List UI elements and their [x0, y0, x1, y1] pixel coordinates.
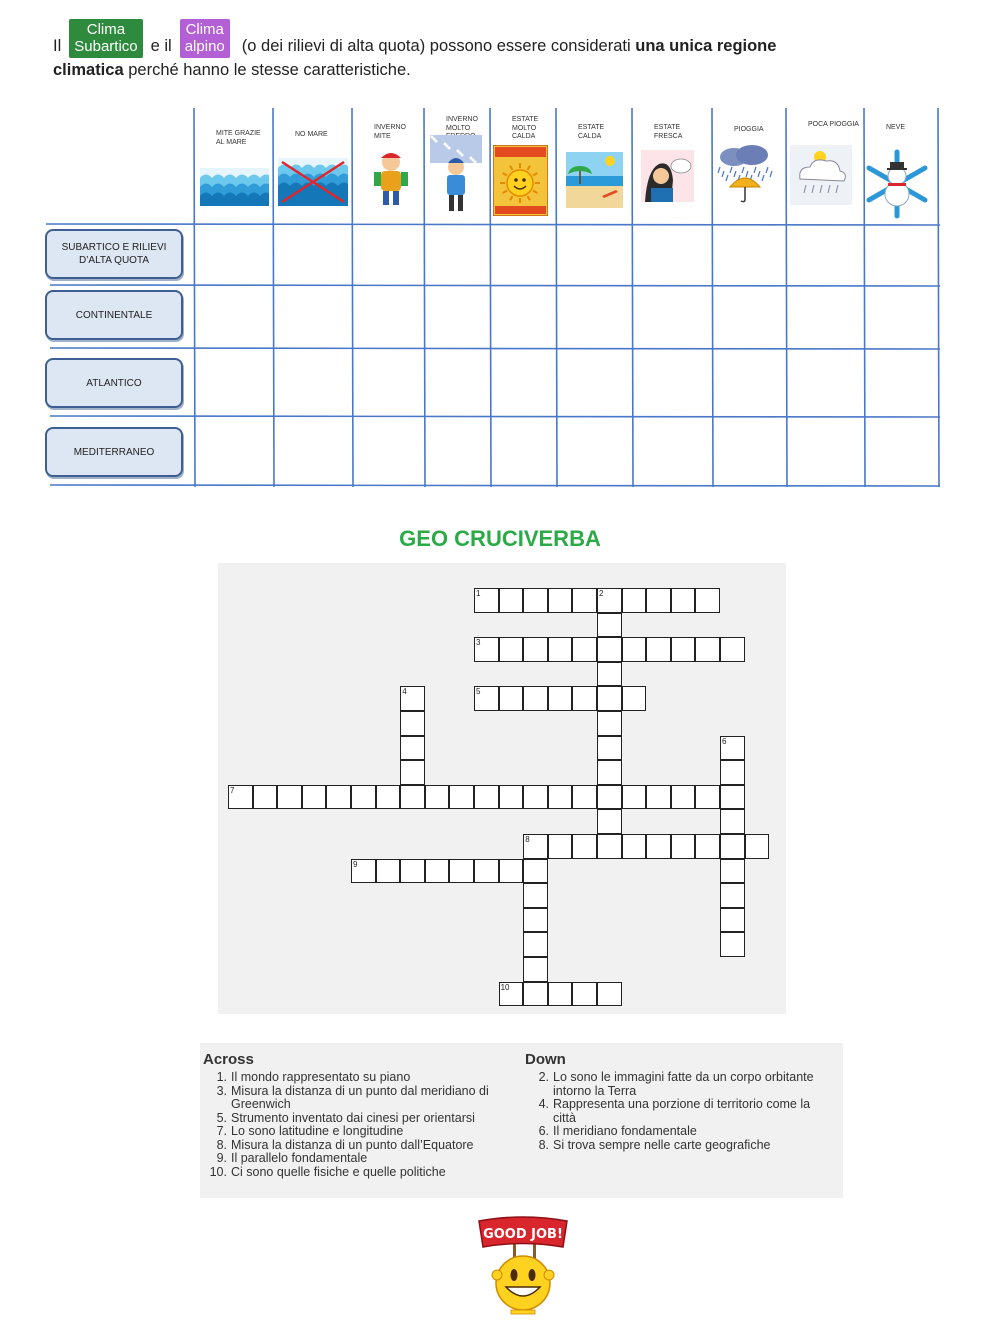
- column-header-label: NEVE: [886, 124, 906, 131]
- crossword-cell-number: 8: [525, 835, 530, 844]
- crossword-cell[interactable]: [720, 932, 745, 957]
- clue-number: 8.: [538, 1137, 549, 1152]
- crossword-cell[interactable]: [523, 785, 548, 810]
- crossword-cell[interactable]: [523, 932, 548, 957]
- crossword-cell[interactable]: [499, 637, 524, 662]
- badge-clima-alpino: Clima alpino: [180, 19, 230, 58]
- crossword-cell[interactable]: [400, 760, 425, 785]
- crossword-cell-number: 6: [722, 736, 727, 746]
- crossword-cell-number: 7: [230, 785, 235, 795]
- crossword-cell[interactable]: [499, 588, 524, 613]
- clue-text: Il parallelo fondamentale: [231, 1151, 368, 1165]
- grid-hline: [50, 416, 940, 417]
- crossword-cell[interactable]: [499, 686, 524, 711]
- crossword-cell[interactable]: [474, 859, 499, 884]
- column-header-label: ESTATE MOLTO CALDA: [512, 116, 539, 140]
- grid-hline: [50, 485, 940, 486]
- crossword-cell[interactable]: [622, 588, 647, 613]
- crossword-cell[interactable]: [548, 686, 573, 711]
- down-title: Down: [525, 1051, 566, 1068]
- light-rain-cloud-icon: [790, 145, 852, 205]
- clue-number: 8.: [216, 1137, 227, 1152]
- crossword-cell[interactable]: [572, 982, 597, 1007]
- crossword-cell[interactable]: [499, 785, 524, 810]
- crossword-cell[interactable]: [499, 859, 524, 884]
- crossword-cell[interactable]: [695, 637, 720, 662]
- column-header-label: PIOGGIA: [734, 126, 764, 133]
- clue-text: Lo sono le immagini fatte da un corpo orbitante intorno la Terra: [553, 1070, 814, 1098]
- crossword-cell[interactable]: [326, 785, 351, 810]
- sea-waves-icon: [200, 168, 269, 206]
- crossword-cell[interactable]: [400, 711, 425, 736]
- crossword-cell[interactable]: [548, 785, 573, 810]
- clue-item: [203, 1166, 518, 1180]
- crossword-cell[interactable]: [622, 785, 647, 810]
- crossword-cell[interactable]: [523, 686, 548, 711]
- crossword-cell[interactable]: [449, 785, 474, 810]
- grid-vline: [786, 108, 787, 487]
- crossword-cell[interactable]: [523, 588, 548, 613]
- crossword-cell[interactable]: [646, 834, 671, 859]
- crossword-cell[interactable]: [622, 686, 647, 711]
- column-header-label: INVERNO MITE: [374, 124, 406, 140]
- grid-vline: [273, 108, 274, 487]
- crossword-cell[interactable]: [572, 785, 597, 810]
- crossword-cell[interactable]: [253, 785, 278, 810]
- crossword-cell[interactable]: [720, 637, 745, 662]
- crossword-cell[interactable]: [523, 637, 548, 662]
- grid-hline: [46, 224, 940, 225]
- clue-text: Il mondo rappresentato su piano: [231, 1070, 411, 1084]
- crossword-cell[interactable]: [376, 859, 401, 884]
- row-label: CONTINENTALE: [45, 290, 183, 340]
- crossword-cell[interactable]: [400, 785, 425, 810]
- child-winter-clothes-icon: [370, 148, 412, 208]
- crossword-cell[interactable]: [474, 588, 499, 613]
- crossword-cell[interactable]: [548, 982, 573, 1007]
- crossword-cell[interactable]: [548, 834, 573, 859]
- crossword-cell[interactable]: [400, 736, 425, 761]
- crossword-cell[interactable]: [572, 834, 597, 859]
- snowman-icon: [864, 148, 930, 220]
- hot-sun-icon: [493, 145, 548, 216]
- grid-vline: [556, 108, 557, 487]
- crossword-cell-number: 9: [353, 859, 358, 869]
- clue-text: Rappresenta una porzione di territorio come la città: [553, 1097, 811, 1125]
- crossword-cell[interactable]: [302, 785, 327, 810]
- crossword-cell[interactable]: [597, 613, 622, 638]
- crossword-cell[interactable]: [671, 785, 696, 810]
- crossword-cell-number: 1: [476, 589, 481, 598]
- clue-item: [203, 1152, 518, 1166]
- crossword-cell[interactable]: [646, 588, 671, 613]
- crossword-cell[interactable]: [523, 834, 548, 859]
- girl-fresh-summer-icon: [641, 150, 694, 202]
- grid-vline: [424, 108, 425, 487]
- good-job-smiley-icon: [475, 1213, 570, 1323]
- crossword-cell[interactable]: [646, 637, 671, 662]
- rain-umbrella-icon: [716, 145, 774, 205]
- crossword-cell[interactable]: [671, 834, 696, 859]
- crossword-cell[interactable]: [597, 637, 622, 662]
- grid-vline: [352, 108, 353, 487]
- clue-number: 9.: [216, 1151, 227, 1165]
- clue-number: 6.: [538, 1124, 549, 1138]
- man-in-snow-icon: [430, 135, 482, 215]
- clue-item: [203, 1085, 518, 1112]
- column-header-label: ESTATE FRESCA: [654, 124, 683, 140]
- crossword-cell[interactable]: [523, 982, 548, 1007]
- across-clues: [203, 1051, 518, 1179]
- crossword-title: GEO CRUCIVERBA: [399, 526, 601, 551]
- crossword-cell-number: 10: [500, 982, 510, 992]
- crossword-cell[interactable]: [720, 760, 745, 785]
- clue-number: 2.: [538, 1070, 549, 1084]
- crossword-cell[interactable]: [523, 883, 548, 908]
- crossword-cell-number: 5: [476, 687, 481, 697]
- crossword-cell[interactable]: [597, 982, 622, 1007]
- grid-vline: [938, 108, 939, 487]
- crossword-cell[interactable]: [376, 785, 401, 810]
- grid-vline: [712, 108, 713, 487]
- crossword-cell[interactable]: [572, 686, 597, 711]
- clue-text: Lo sono latitudine e longitudine: [231, 1124, 404, 1138]
- crossword-cell[interactable]: [720, 883, 745, 908]
- crossword-cell[interactable]: [425, 859, 450, 884]
- crossword-cell[interactable]: [671, 637, 696, 662]
- crossword-cell[interactable]: [695, 834, 720, 859]
- crossword-cell[interactable]: [474, 785, 499, 810]
- crossword-cell[interactable]: [745, 834, 770, 859]
- intro-middle: e il: [150, 37, 172, 55]
- crossword-cell[interactable]: [720, 834, 745, 859]
- intro-bold-2: climatica: [53, 61, 124, 79]
- clue-text: Strumento inventato dai cinesi per orientarsi: [231, 1110, 475, 1125]
- grid-hline: [50, 348, 940, 349]
- crossword-cell[interactable]: [720, 736, 745, 761]
- crossword-cell[interactable]: [400, 686, 425, 711]
- column-header-label: MITE GRAZIE AL MARE: [216, 130, 261, 146]
- clue-number: 4.: [538, 1097, 549, 1111]
- column-header-label: POCA PIOGGIA: [808, 121, 859, 128]
- crossword-cell[interactable]: [572, 637, 597, 662]
- clue-text: Misura la distanza di un punto dal meridiano di Greenwich: [231, 1083, 489, 1111]
- crossword-cell[interactable]: [597, 588, 622, 613]
- crossword-cell[interactable]: [695, 785, 720, 810]
- column-header-label: INVERNO MOLTO: [446, 116, 478, 132]
- clue-item: [203, 1139, 518, 1153]
- clue-item: [525, 1071, 835, 1098]
- row-label: MEDITERRANEO: [45, 427, 183, 477]
- clue-number: 7.: [216, 1124, 227, 1138]
- grid-vline: [194, 108, 195, 487]
- intro-bold-1: una unica regione: [635, 37, 777, 55]
- crossword-cell-number: 2: [599, 589, 604, 598]
- down-clues: [525, 1051, 835, 1152]
- clue-text: Ci sono quelle fisiche e quelle politiche: [231, 1164, 446, 1179]
- intro-after-badges: (o dei rilievi di alta quota) possono essere considerati: [241, 37, 631, 55]
- clue-item: [525, 1098, 835, 1125]
- clue-text: Si trova sempre nelle carte geografiche: [553, 1137, 771, 1152]
- crossword-cell[interactable]: [597, 736, 622, 761]
- clue-item: [203, 1125, 518, 1139]
- crossword-cell[interactable]: [449, 859, 474, 884]
- column-header-label: ESTATE CALDA: [578, 124, 605, 140]
- crossword-cell[interactable]: [622, 637, 647, 662]
- crossword-cell[interactable]: [400, 859, 425, 884]
- crossword-cell[interactable]: [474, 686, 499, 711]
- crossword-cell[interactable]: [720, 785, 745, 810]
- crossword-cell[interactable]: [646, 785, 671, 810]
- crossword-cell[interactable]: [351, 785, 376, 810]
- crossword-cell[interactable]: [720, 809, 745, 834]
- crossword-cell[interactable]: [597, 760, 622, 785]
- crossword-cell[interactable]: [597, 834, 622, 859]
- crossword-cell[interactable]: [548, 588, 573, 613]
- crossword-cell[interactable]: [720, 908, 745, 933]
- crossword-cell[interactable]: [425, 785, 450, 810]
- crossword-cell[interactable]: [474, 637, 499, 662]
- crossword-cell[interactable]: [523, 957, 548, 982]
- crossword-cell[interactable]: [720, 859, 745, 884]
- clues-panel: [200, 1043, 843, 1198]
- clue-text: Misura la distanza di un punto dall’Equatore: [231, 1137, 474, 1152]
- crossed-sea-icon: [278, 158, 348, 206]
- grid-vline: [490, 108, 491, 487]
- crossword-cell[interactable]: [548, 637, 573, 662]
- crossword-cell[interactable]: [597, 809, 622, 834]
- grid-hline: [50, 285, 940, 286]
- crossword-cell[interactable]: [597, 785, 622, 810]
- row-label: ATLANTICO: [45, 358, 183, 408]
- intro-rest: perché hanno le stesse caratteristiche.: [128, 61, 411, 79]
- intro-prefix: Il: [53, 37, 62, 55]
- good-job-text: GOOD JOB!: [483, 1227, 563, 1242]
- clue-number: 3.: [216, 1083, 227, 1098]
- beach-icon: [566, 152, 623, 208]
- crossword-cell-number: 4: [402, 687, 407, 697]
- row-label: SUBARTICO E RILIEVI D’ALTA QUOTA: [45, 229, 183, 279]
- crossword-cell[interactable]: [277, 785, 302, 810]
- crossword-cell[interactable]: [695, 588, 720, 613]
- crossword-cell[interactable]: [597, 711, 622, 736]
- crossword-cell[interactable]: [671, 588, 696, 613]
- crossword-cell[interactable]: [228, 785, 253, 810]
- badge-clima-subartico: Clima Subartico: [69, 19, 142, 58]
- clue-item: [525, 1125, 835, 1139]
- clue-number: 10.: [209, 1164, 227, 1179]
- across-title: Across: [203, 1051, 254, 1068]
- crossword-cell[interactable]: [597, 686, 622, 711]
- clue-item: [203, 1112, 518, 1126]
- crossword-cell[interactable]: [351, 859, 376, 884]
- crossword-cell[interactable]: [523, 859, 548, 884]
- clue-number: 1.: [216, 1070, 227, 1084]
- crossword-cell[interactable]: [499, 982, 524, 1007]
- crossword-cell[interactable]: [523, 908, 548, 933]
- clue-text: Il meridiano fondamentale: [553, 1124, 697, 1138]
- column-header-label: NO MARE: [295, 131, 328, 138]
- clue-number: 5.: [216, 1110, 227, 1125]
- clue-item: [203, 1071, 518, 1085]
- crossword-cell[interactable]: [622, 834, 647, 859]
- grid-vline: [632, 108, 633, 487]
- crossword-cell[interactable]: [572, 588, 597, 613]
- crossword-cell-number: 3: [476, 638, 481, 648]
- clue-item: [525, 1139, 835, 1153]
- crossword-cell[interactable]: [597, 662, 622, 687]
